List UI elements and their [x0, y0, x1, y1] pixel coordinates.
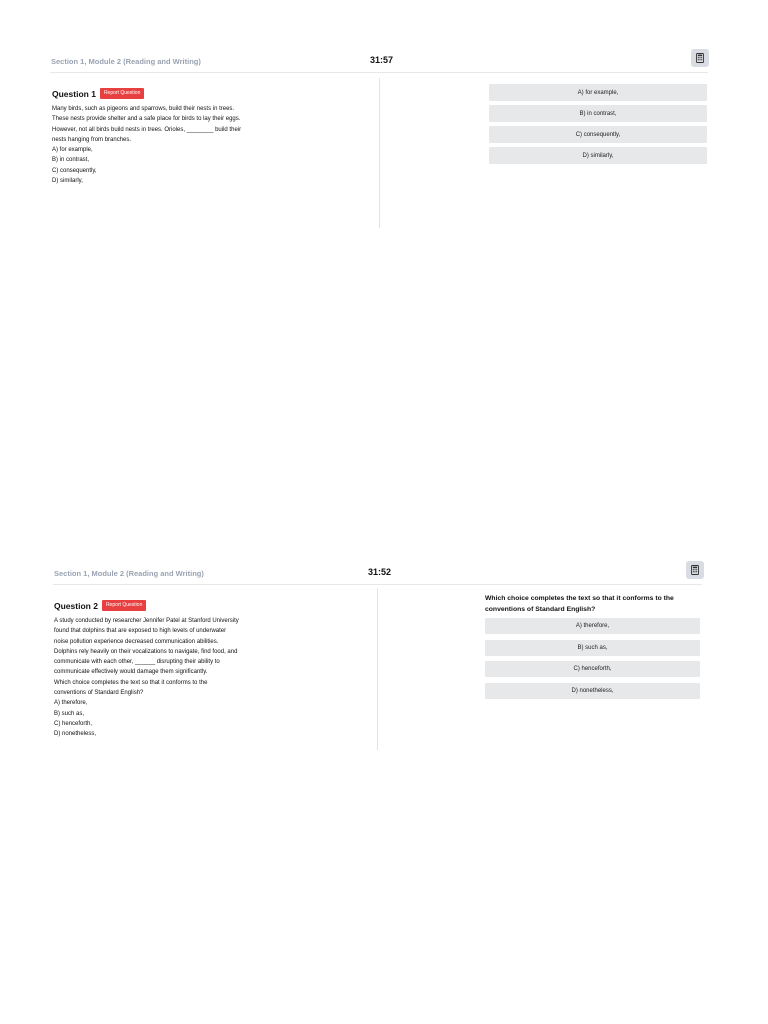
calculator-icon [696, 53, 704, 63]
report-question-button[interactable]: Report Question [100, 88, 144, 99]
passage-text: A study conducted by researcher Jennifer Patel at Stanford University found that dolphins that are exposed to high levels of underwater noise pollution experience decreased communication abilities. Dolphins rely heavily on their vocalizations to navigate, find food, and communicate with each other, ______ disrupting their ability to communicate effectively would damage them significantly. Which choice completes the text so that it conforms to the conventions of Standard English? A) therefore, B) such as, C) henceforth, D) nonetheless, [54, 618, 239, 738]
calculator-button[interactable] [691, 49, 709, 67]
answer-option-a[interactable]: A) for example, [489, 84, 707, 101]
answer-option-d[interactable]: D) similarly, [489, 147, 707, 164]
header-bar [53, 561, 702, 585]
question-title: Question 2 [54, 600, 98, 611]
answer-option-b[interactable]: B) in contrast, [489, 105, 707, 122]
passage-column [54, 600, 369, 740]
question-title: Question 1 [52, 88, 96, 99]
question-prompt: Which choice completes the text so that it conforms to the conventions of Standard English? [485, 595, 674, 613]
section-title: Section 1, Module 2 (Reading and Writing) [51, 57, 201, 66]
answers-column [489, 84, 707, 168]
answer-option-c[interactable]: C) henceforth, [485, 661, 700, 677]
screen-question-1 [0, 0, 768, 240]
answers-column [485, 593, 700, 704]
answer-option-d[interactable]: D) nonetheless, [485, 683, 700, 699]
passage-text: Many birds, such as pigeons and sparrows, build their nests in trees. These nests provide shelter and a safe place for birds to lay their eggs. However, not all birds build nests in trees. Orioles, ________ build their nests hanging from branches. A) for example, B) in contrast, C) consequently, D) similarly, [52, 106, 242, 185]
answer-option-a[interactable]: A) therefore, [485, 618, 700, 634]
passage-column [52, 88, 372, 186]
answer-option-c[interactable]: C) consequently, [489, 126, 707, 143]
screen-question-2 [0, 548, 768, 758]
answer-option-b[interactable]: B) such as, [485, 640, 700, 656]
timer: 31:57 [370, 55, 394, 65]
timer: 31:52 [368, 567, 392, 577]
calculator-button[interactable] [686, 561, 704, 579]
column-divider [377, 588, 378, 750]
report-question-button[interactable]: Report Question [102, 600, 146, 611]
section-title: Section 1, Module 2 (Reading and Writing) [54, 569, 204, 578]
header-bar [50, 49, 708, 73]
calculator-icon [691, 565, 699, 575]
column-divider [379, 78, 380, 228]
